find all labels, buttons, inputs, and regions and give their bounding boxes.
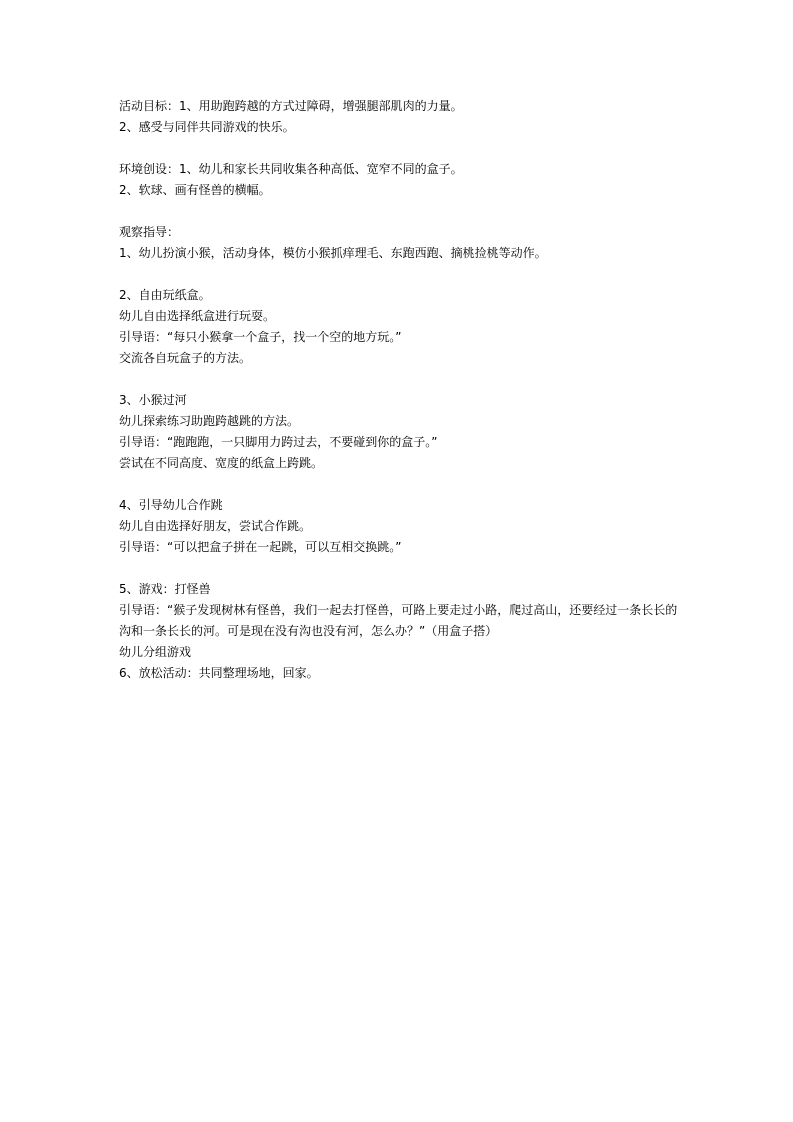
paragraph-gap [119, 369, 689, 390]
step-4-line-1: 幼儿自由选择好朋友，尝试合作跳。 [119, 519, 312, 533]
step-5-line-2: 沟和一条长长的河。可是现在没有沟也没有河，怎么办？”（用盒子搭） [119, 624, 498, 638]
step-4-line-2: 引导语：“可以把盒子拼在一起跳，可以互相交换跳。” [119, 540, 402, 554]
paragraph-gap [119, 558, 689, 579]
step-5-line-1: 引导语：“猴子发现树林有怪兽，我们一起去打怪兽，可路上要走过小路，爬过高山，还要经过一条长长的 [119, 603, 678, 617]
document-body [119, 96, 689, 684]
step-3-line-2: 引导语：“跑跑跑，一只脚用力跨过去，不要碰到你的盒子。” [119, 435, 438, 449]
paragraph-gap [119, 138, 689, 159]
paragraph-gap [119, 264, 689, 285]
step-3-title: 3、小猴过河 [119, 393, 187, 407]
guidance-step-1: 1、幼儿扮演小猴，活动身体，模仿小猴抓痒理毛、东跑西跑、摘桃捡桃等动作。 [119, 246, 547, 260]
step-6-title: 6、放松活动：共同整理场地，回家。 [119, 666, 319, 680]
environment-line-2: 2、软球、画有怪兽的横幅。 [119, 183, 271, 197]
step-4-title: 4、引导幼儿合作跳 [119, 498, 223, 512]
step-2-line-1: 幼儿自由选择纸盒进行玩耍。 [119, 309, 276, 323]
step-2-line-3: 交流各自玩盒子的方法。 [119, 351, 252, 365]
step-5-title: 5、游戏：打怪兽 [119, 582, 211, 596]
step-3-line-1: 幼儿探索练习助跑跨越跳的方法。 [119, 414, 300, 428]
paragraph-gap [119, 201, 689, 222]
environment-line-1: 环境创设：1、幼儿和家长共同收集各种高低、宽窄不同的盒子。 [119, 162, 463, 176]
step-5-line-3: 幼儿分组游戏 [119, 645, 192, 659]
goal-line-1: 活动目标：1、用助跑跨越的方式过障碍，增强腿部肌肉的力量。 [119, 99, 463, 113]
step-2-line-2: 引导语：“每只小猴拿一个盒子，找一个空的地方玩。” [119, 330, 402, 344]
step-3-line-3: 尝试在不同高度、宽度的纸盒上跨跳。 [119, 456, 324, 470]
goal-line-2: 2、感受与同伴共同游戏的快乐。 [119, 120, 295, 134]
step-2-title: 2、自由玩纸盒。 [119, 288, 211, 302]
paragraph-gap [119, 474, 689, 495]
guidance-heading: 观察指导： [119, 225, 180, 239]
